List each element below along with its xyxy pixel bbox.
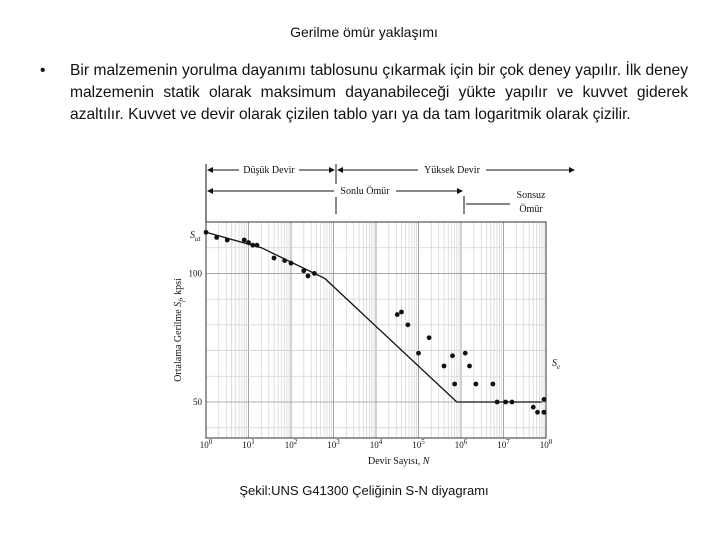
data-point: [473, 382, 478, 387]
x-tick-label: $10^8$: [539, 438, 553, 450]
sut-label: $S_{ut}$: [190, 230, 201, 243]
x-tick-label: $10^1$: [242, 438, 255, 450]
finite-life-label: Sonlu Ömür: [340, 186, 390, 197]
data-point: [225, 238, 230, 243]
data-point: [312, 271, 317, 276]
data-point: [242, 238, 247, 243]
bullet-icon: •: [40, 62, 46, 79]
x-tick-label: $10^0$: [199, 438, 213, 450]
data-points: [204, 230, 547, 415]
data-point: [427, 335, 432, 340]
data-point: [495, 400, 500, 405]
x-tick-label: $10^4$: [369, 438, 383, 450]
data-point: [503, 400, 508, 405]
x-tick-label: $10^7$: [497, 438, 510, 450]
data-point: [467, 364, 472, 369]
y-axis-title: Ortalama Gerilme $S_f$, kpsi: [173, 278, 186, 382]
data-point: [272, 256, 277, 261]
x-tick-label: $10^5$: [412, 438, 425, 450]
figure-caption: Şekil:UNS G41300 Çeliğinin S-N diyagramı: [239, 483, 489, 498]
data-point: [450, 353, 455, 358]
data-point: [531, 405, 536, 410]
data-point: [490, 382, 495, 387]
data-point: [416, 351, 421, 356]
high-cycle-label: Yüksek Devir: [424, 165, 480, 176]
data-point: [510, 400, 515, 405]
data-point: [289, 261, 294, 266]
y-tick-label: 100: [188, 268, 202, 279]
y-tick-label: 50: [193, 397, 202, 407]
data-point: [535, 410, 540, 415]
data-point: [282, 258, 287, 263]
data-point: [463, 351, 468, 356]
bullet-text: Bir malzemenin yorulma dayanımı tablosunu çıkarmak için bir çok deney yapılır. İlk deney malzemenin statik olarak maksimum dayanabileceği yükte yapılır ve kuvvet giderek azaltılır. Kuvvet ve devir olarak çizilen tablo yarı ya da tam logaritmik olarak çizilir.: [70, 62, 688, 123]
data-point: [204, 230, 209, 235]
data-point: [542, 410, 547, 415]
region-banner: [206, 163, 574, 222]
y-tick-labels: [189, 268, 203, 407]
data-point: [250, 243, 255, 248]
data-point: [395, 312, 400, 317]
x-tick-label: $10^6$: [454, 438, 468, 450]
x-tick-label: $10^2$: [284, 438, 298, 450]
slide-title: Gerilme ömür yaklaşımı: [290, 24, 438, 40]
se-label: $S_e$: [552, 358, 561, 371]
data-point: [214, 235, 219, 240]
data-point: [405, 322, 410, 327]
data-point: [301, 268, 306, 273]
infinite-life-label-2: Ömür: [519, 204, 543, 215]
x-tick-labels: [200, 438, 553, 450]
x-axis-title: Devir Sayısı, N: [368, 456, 430, 467]
data-point: [255, 243, 260, 248]
data-point: [246, 240, 251, 245]
data-point: [442, 364, 447, 369]
data-point: [306, 274, 311, 279]
plot-grid: [206, 222, 546, 438]
data-point: [452, 382, 457, 387]
low-cycle-label: Düşük Devir: [243, 165, 295, 176]
data-point: [399, 310, 404, 315]
x-tick-label: $10^3$: [327, 438, 340, 450]
data-point: [542, 397, 547, 402]
infinite-life-label-1: Sonsuz: [516, 190, 546, 201]
